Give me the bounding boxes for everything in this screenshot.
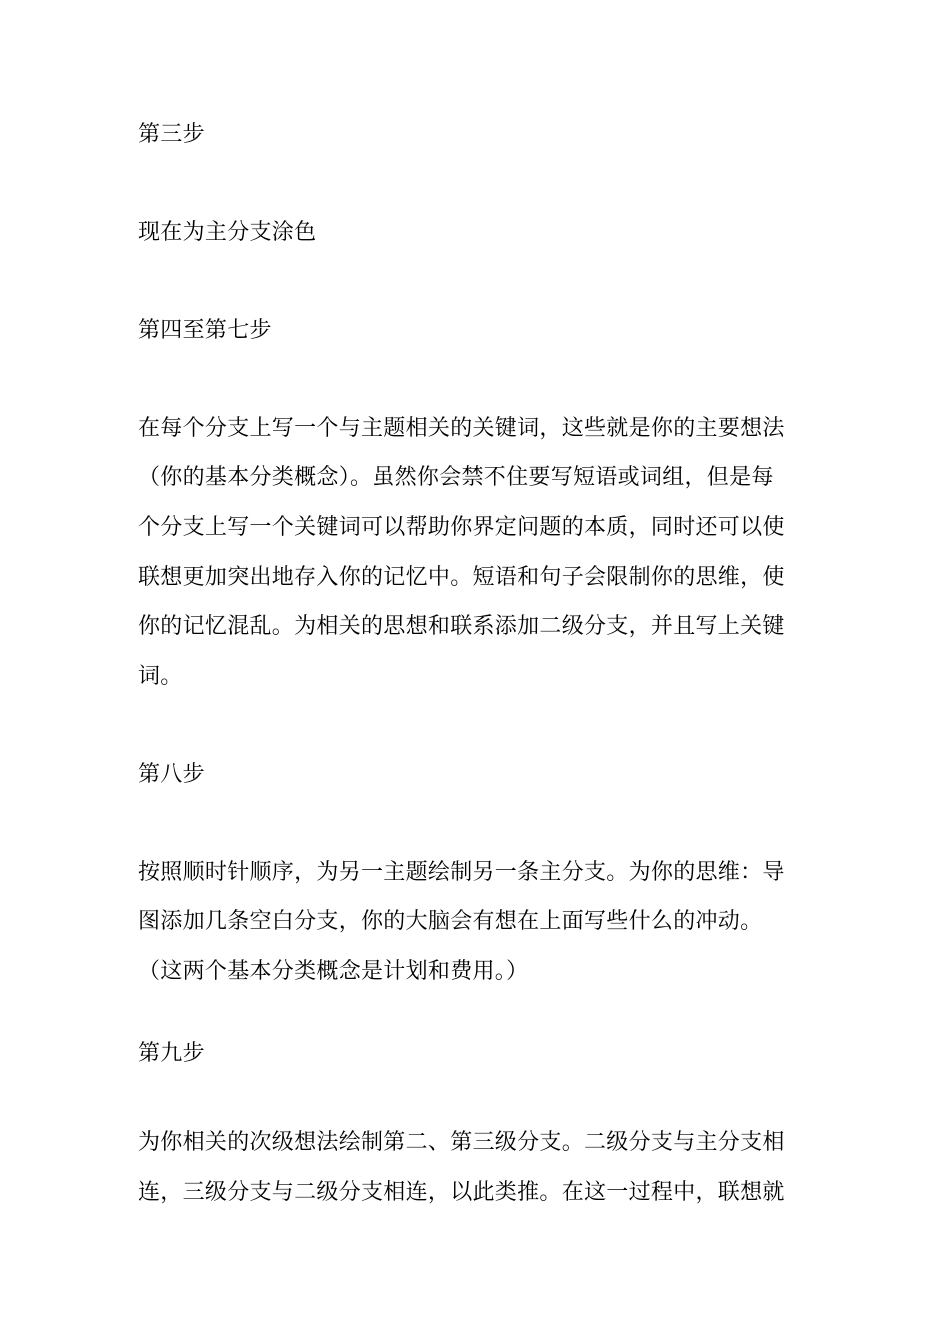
paragraph-line: 连，三级分支与二级分支相连，以此类推。在这一过程中，联想就 — [138, 1180, 785, 1205]
heading-steps-4-7: 第四至第七步 — [138, 318, 272, 343]
paragraph-line: 你的记忆混乱。为相关的思想和联系添加二级分支，并且写上关键 — [138, 614, 785, 639]
paragraph-line: 图添加几条空白分支，你的大脑会有想在上面写些什么的冲动。 — [138, 909, 763, 934]
paragraph-line: 个分支上写一个关键词可以帮助你界定问题的本质，同时还可以使 — [138, 515, 785, 540]
paragraph-line: 词。 — [138, 664, 183, 689]
heading-step-9: 第九步 — [138, 1041, 205, 1066]
paragraph-step-3: 现在为主分支涂色 — [138, 220, 317, 245]
heading-step-3: 第三步 — [138, 122, 205, 147]
heading-step-8: 第八步 — [138, 762, 205, 787]
paragraph-line: 联想更加突出地存入你的记忆中。短语和句子会限制你的思维，使 — [138, 565, 785, 590]
paragraph-line: （这两个基本分类概念是计划和费用。） — [138, 959, 529, 984]
paragraph-line: （你的基本分类概念）。虽然你会禁不住要写短语或词组，但是每 — [138, 465, 774, 490]
paragraph-line: 为你相关的次级想法绘制第二、第三级分支。二级分支与主分支相 — [138, 1130, 785, 1155]
paragraph-line: 按照顺时针顺序，为另一主题绘制另一条主分支。为你的思维：导 — [138, 860, 785, 885]
paragraph-line: 在每个分支上写一个与主题相关的关键词，这些就是你的主要想法 — [138, 416, 785, 441]
